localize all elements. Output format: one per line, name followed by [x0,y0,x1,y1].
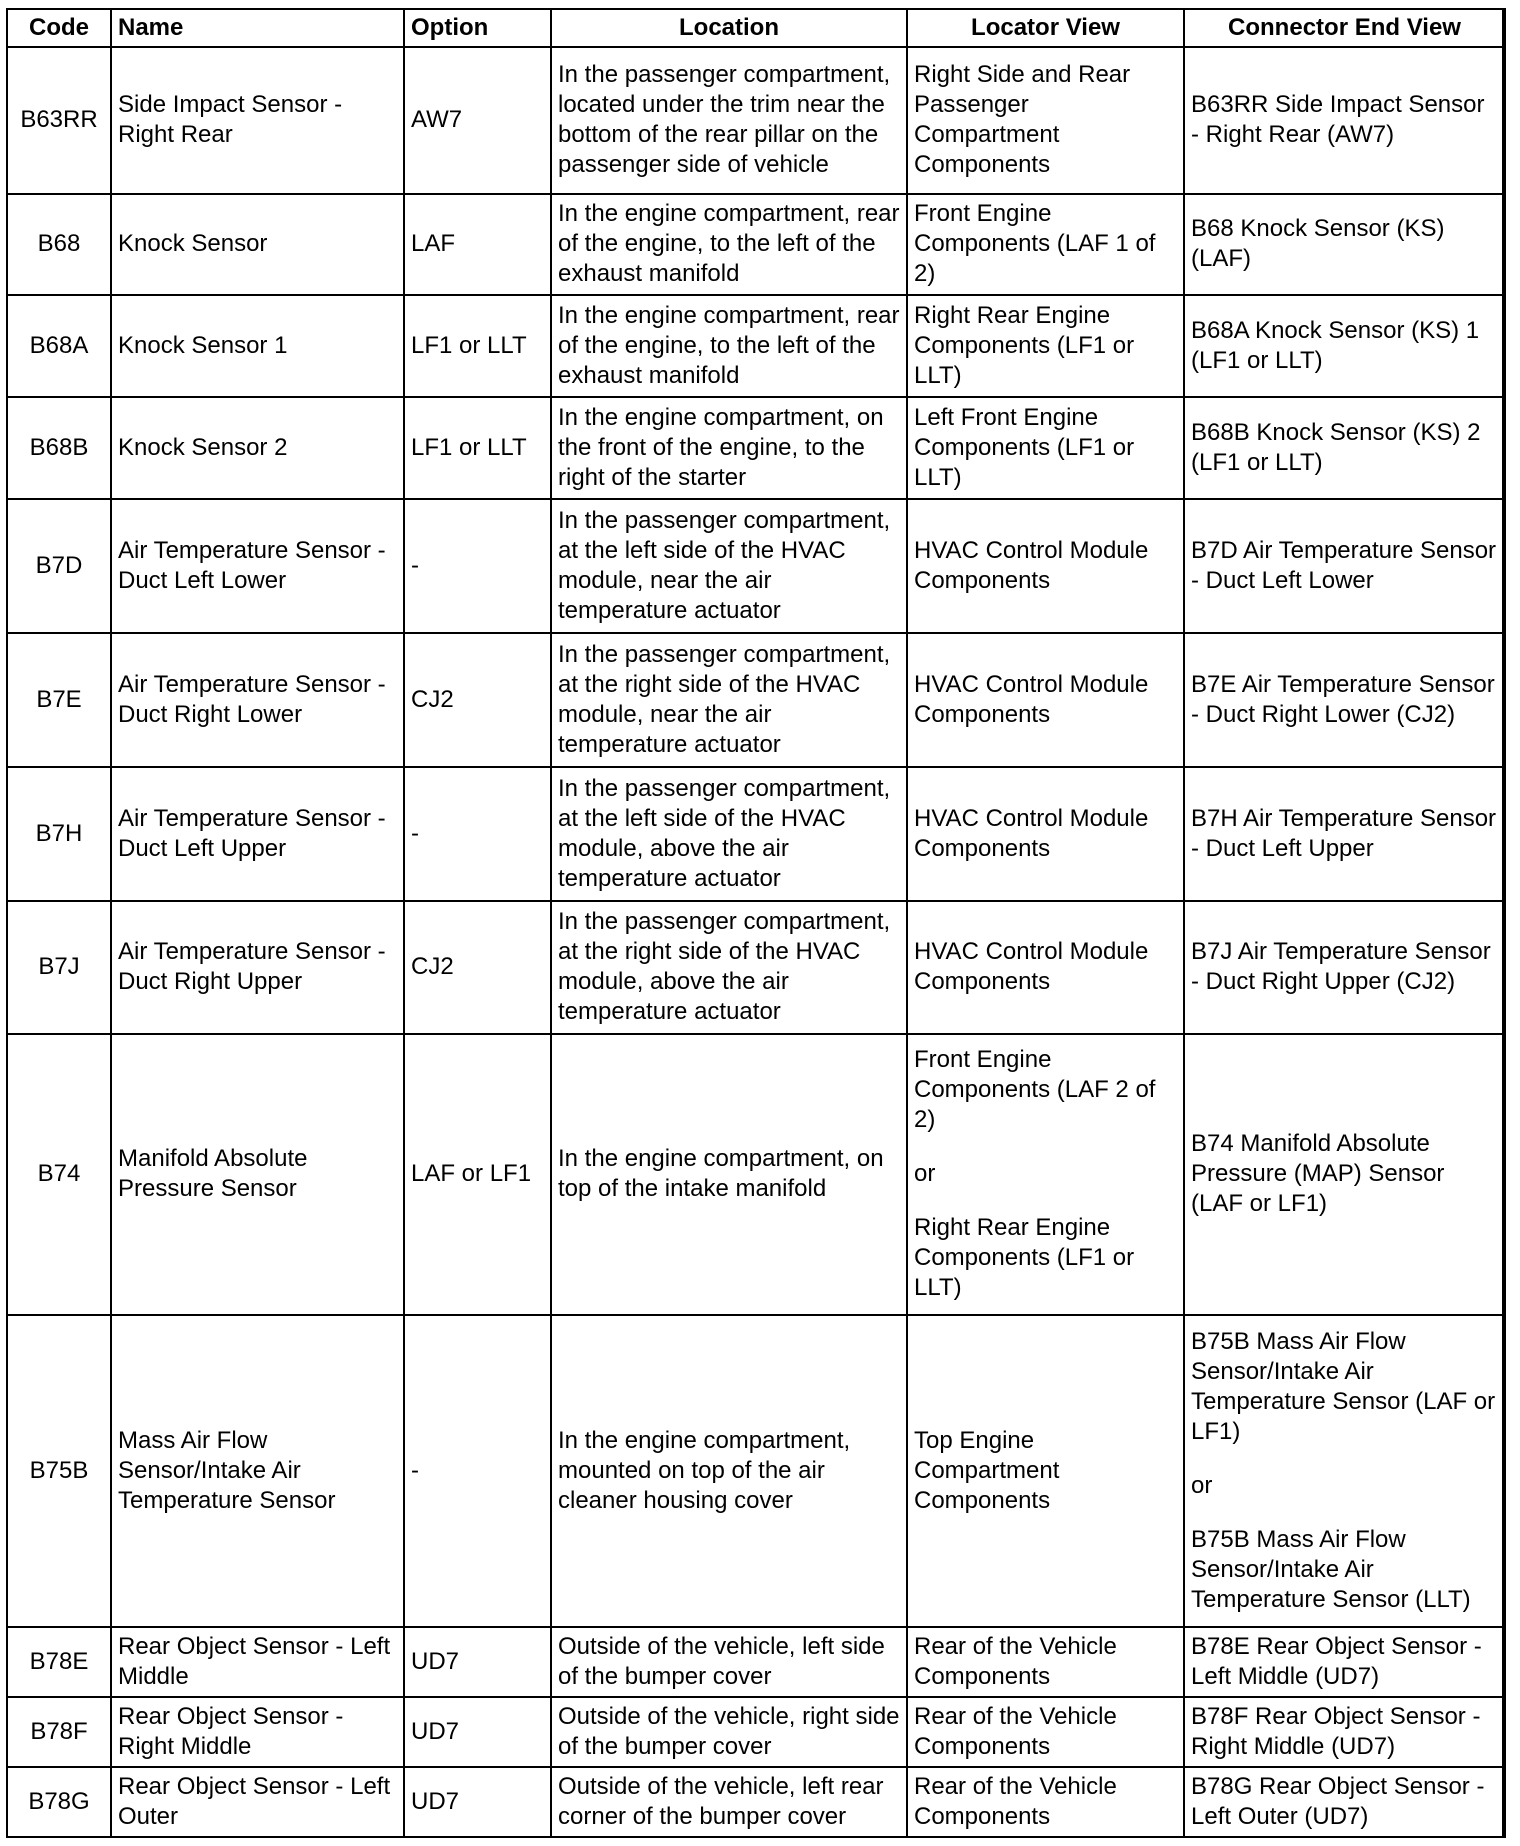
cell-code: B7J [7,901,111,1035]
cell-option: LAF or LF1 [404,1034,551,1314]
cell-option: - [404,499,551,633]
cell-location: In the passenger compartment, located under the trim near the bottom of the rear pillar on the passenger side of vehicle [551,47,907,194]
cell-connector-end-view [1184,295,1505,397]
cell-option: LF1 or LLT [404,295,551,397]
cell-paragraph: B7E Air Temperature Sensor - Duct Right Lower (CJ2) [1191,670,1495,728]
cell-paragraph: Top Engine Compartment Components [914,1426,1060,1514]
cell-option: AW7 [404,47,551,194]
header-location: Location [551,9,907,47]
cell-paragraph: Right Rear Engine Components (LF1 or LLT) [914,302,1135,390]
cell-code: B78F [7,1697,111,1767]
header-row [7,9,1505,47]
cell-name: Knock Sensor [111,194,404,296]
cell-paragraph: or [1191,1471,1213,1499]
cell-connector-end-view [1184,1697,1505,1767]
cell-paragraph: B78E Rear Object Sensor - Left Middle (UD7) [1191,1632,1482,1690]
cell-code: B68B [7,397,111,499]
cell-paragraph: Left Front Engine Components (LF1 or LLT) [914,404,1135,492]
header-name: Name [111,9,404,47]
table-row [7,194,1505,296]
cell-option: - [404,767,551,901]
cell-option: UD7 [404,1627,551,1697]
table-row [7,295,1505,397]
table-row [7,767,1505,901]
cell-locator-view [907,901,1184,1035]
cell-code: B78E [7,1627,111,1697]
cell-location: In the engine compartment, on top of the intake manifold [551,1034,907,1314]
cell-paragraph: B7H Air Temperature Sensor - Duct Left Upper [1191,804,1497,862]
cell-locator-view [907,1627,1184,1697]
cell-code: B63RR [7,47,111,194]
cell-location: In the engine compartment, mounted on top of the air cleaner housing cover [551,1315,907,1627]
component-locator-table-sheet [6,8,1504,1838]
cell-connector-end-view [1184,1034,1505,1314]
cell-paragraph: B68A Knock Sensor (KS) 1 (LF1 or LLT) [1191,317,1480,375]
cell-name: Knock Sensor 2 [111,397,404,499]
table-row [7,633,1505,767]
cell-paragraph: B78F Rear Object Sensor - Right Middle (UD7) [1191,1702,1481,1760]
cell-code: B75B [7,1315,111,1627]
cell-name: Side Impact Sensor - Right Rear [111,47,404,194]
cell-name: Rear Object Sensor - Right Middle [111,1697,404,1767]
cell-location: Outside of the vehicle, left rear corner of the bumper cover [551,1767,907,1837]
cell-option: LAF [404,194,551,296]
cell-location: In the engine compartment, on the front of the engine, to the right of the starter [551,397,907,499]
cell-location: In the passenger compartment, at the left side of the HVAC module, above the air temperature actuator [551,767,907,901]
cell-paragraph: HVAC Control Module Components [914,670,1149,728]
cell-name: Air Temperature Sensor - Duct Right Lower [111,633,404,767]
table-header [7,9,1505,47]
cell-locator-view [907,1697,1184,1767]
cell-connector-end-view [1184,47,1505,194]
cell-locator-view [907,1767,1184,1837]
header-code: Code [7,9,111,47]
cell-connector-end-view [1184,194,1505,296]
cell-paragraph: B75B Mass Air Flow Sensor/Intake Air Temperature Sensor (LAF or LF1) [1191,1327,1496,1445]
table-row [7,47,1505,194]
cell-locator-view [907,767,1184,901]
header-connector-end-view: Connector End View [1184,9,1505,47]
table-row [7,397,1505,499]
component-locator-table [6,8,1506,1838]
cell-location: In the engine compartment, rear of the engine, to the left of the exhaust manifold [551,295,907,397]
cell-connector-end-view [1184,767,1505,901]
table-body [7,47,1505,1837]
cell-locator-view [907,1034,1184,1314]
cell-locator-view [907,1315,1184,1627]
cell-paragraph: HVAC Control Module Components [914,804,1149,862]
cell-name: Air Temperature Sensor - Duct Left Lower [111,499,404,633]
cell-paragraph: B74 Manifold Absolute Pressure (MAP) Sensor (LAF or LF1) [1191,1130,1445,1218]
cell-location: In the passenger compartment, at the left side of the HVAC module, near the air temperature actuator [551,499,907,633]
cell-paragraph: Front Engine Components (LAF 2 of 2) [914,1046,1156,1134]
cell-paragraph: Rear of the Vehicle Components [914,1702,1117,1760]
cell-locator-view [907,47,1184,194]
cell-location: Outside of the vehicle, left side of the bumper cover [551,1627,907,1697]
cell-name: Mass Air Flow Sensor/Intake Air Temperature Sensor [111,1315,404,1627]
cell-locator-view [907,499,1184,633]
cell-location: In the passenger compartment, at the right side of the HVAC module, near the air temperature actuator [551,633,907,767]
cell-option: CJ2 [404,633,551,767]
cell-name: Manifold Absolute Pressure Sensor [111,1034,404,1314]
cell-connector-end-view [1184,1767,1505,1837]
cell-option: CJ2 [404,901,551,1035]
cell-code: B7H [7,767,111,901]
cell-location: In the passenger compartment, at the right side of the HVAC module, above the air temperature actuator [551,901,907,1035]
cell-paragraph: Front Engine Components (LAF 1 of 2) [914,200,1156,288]
table-row [7,499,1505,633]
table-row [7,1034,1505,1314]
cell-paragraph: B68 Knock Sensor (KS) (LAF) [1191,215,1445,273]
cell-option: - [404,1315,551,1627]
cell-option: LF1 or LLT [404,397,551,499]
table-row [7,1627,1505,1697]
table-row [7,1767,1505,1837]
cell-connector-end-view [1184,1315,1505,1627]
cell-paragraph: B75B Mass Air Flow Sensor/Intake Air Temperature Sensor (LLT) [1191,1525,1471,1613]
cell-connector-end-view [1184,901,1505,1035]
cell-paragraph: B68B Knock Sensor (KS) 2 (LF1 or LLT) [1191,419,1481,477]
cell-name: Air Temperature Sensor - Duct Right Upper [111,901,404,1035]
cell-paragraph: B78G Rear Object Sensor - Left Outer (UD7) [1191,1772,1485,1830]
cell-paragraph: Rear of the Vehicle Components [914,1632,1117,1690]
cell-option: UD7 [404,1767,551,1837]
cell-paragraph: HVAC Control Module Components [914,537,1149,595]
cell-name: Rear Object Sensor - Left Middle [111,1627,404,1697]
cell-paragraph: or [914,1160,936,1188]
cell-paragraph: Rear of the Vehicle Components [914,1772,1117,1830]
cell-code: B68A [7,295,111,397]
cell-location: In the engine compartment, rear of the engine, to the left of the exhaust manifold [551,194,907,296]
cell-paragraph: B7D Air Temperature Sensor - Duct Left Lower [1191,537,1497,595]
cell-locator-view [907,295,1184,397]
table-row [7,1315,1505,1627]
header-option: Option [404,9,551,47]
table-row [7,901,1505,1035]
cell-paragraph: B7J Air Temperature Sensor - Duct Right Upper (CJ2) [1191,938,1491,996]
cell-connector-end-view [1184,397,1505,499]
cell-name: Air Temperature Sensor - Duct Left Upper [111,767,404,901]
table-row [7,1697,1505,1767]
cell-code: B7D [7,499,111,633]
cell-connector-end-view [1184,633,1505,767]
cell-code: B68 [7,194,111,296]
cell-code: B7E [7,633,111,767]
cell-option: UD7 [404,1697,551,1767]
cell-code: B74 [7,1034,111,1314]
cell-paragraph: HVAC Control Module Components [914,938,1149,996]
cell-locator-view [907,194,1184,296]
cell-locator-view [907,633,1184,767]
cell-connector-end-view [1184,1627,1505,1697]
cell-location: Outside of the vehicle, right side of the bumper cover [551,1697,907,1767]
cell-paragraph: B63RR Side Impact Sensor - Right Rear (AW7) [1191,91,1485,149]
cell-connector-end-view [1184,499,1505,633]
cell-name: Rear Object Sensor - Left Outer [111,1767,404,1837]
header-locator-view: Locator View [907,9,1184,47]
cell-paragraph: Right Side and Rear Passenger Compartment Components [914,61,1131,179]
cell-name: Knock Sensor 1 [111,295,404,397]
cell-code: B78G [7,1767,111,1837]
cell-locator-view [907,397,1184,499]
cell-paragraph: Right Rear Engine Components (LF1 or LLT) [914,1214,1135,1302]
